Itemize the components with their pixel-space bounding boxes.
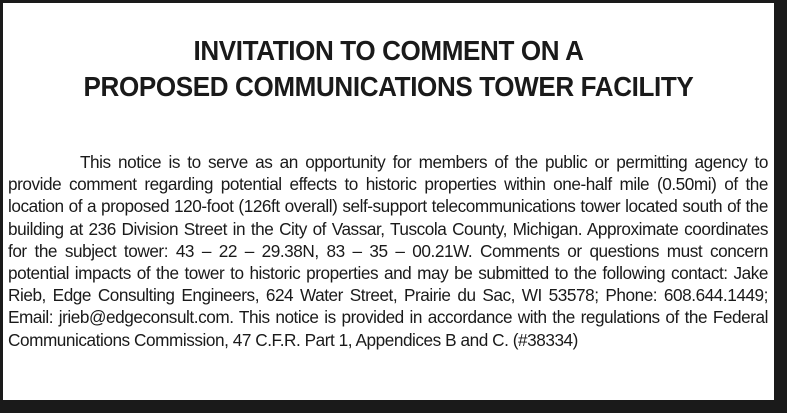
notice-body: This notice is to serve as an opportunity for members of the public or permitting agency to provide comment regarding potential effects to historic properties within one-half mile (0.50mi) of the location of a proposed 120-foot (126ft overall) self-support telecommunications tower located south of the building at 236 Division Street in the City of Vassar, Tuscola County, Michigan. Approximate coordinates for the subject tower: 43 – 22 – 29.38N, 83 – 35 – 00.21W. Comments or questions must concern potential impacts of the tower to historic properties and may be submitted to the following contact: Jake Rieb, Edge Consulting Engineers, 624 Water Street, Prairie du Sac, WI 53578; Phone: 608.644.1449; Email: jrieb@edgeconsult.com. This notice is provided in accordance with the regulations of the Federal Communications Commission, 47 C.F.R. Part 1, Appendices B and C. (#38334) (8, 152, 768, 350)
notice-title-line-2: PROPOSED COMMUNICATIONS TOWER FACILITY (83, 71, 694, 102)
notice-title-line-1: INVITATION TO COMMENT ON A (193, 35, 584, 66)
notice-title (30, 33, 747, 105)
